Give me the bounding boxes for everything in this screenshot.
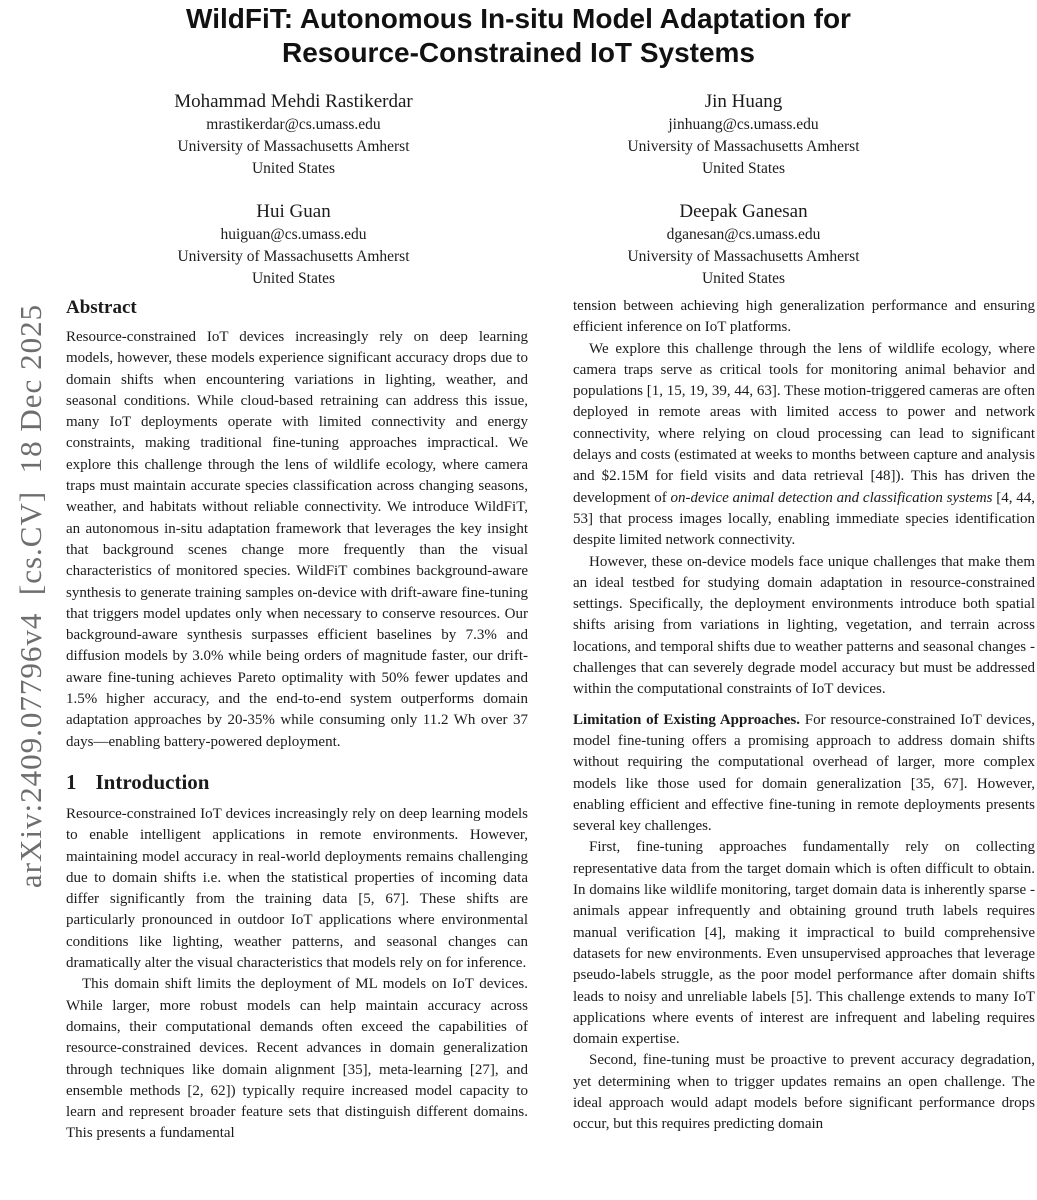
- introduction-heading: [66, 769, 528, 795]
- author-email: mrastikerdar@cs.umass.edu: [206, 116, 381, 133]
- abstract-heading: Abstract: [66, 297, 137, 318]
- authors-block: [69, 90, 969, 290]
- right-paragraph-1: tension between achieving high generalization performance and ensuring efficient inference on IoT platforms.: [573, 298, 1035, 336]
- author-name: Jin Huang: [704, 91, 783, 112]
- limitation-paragraph: [573, 710, 1035, 838]
- right-paragraph-2: [573, 339, 1035, 552]
- right-column: [573, 296, 1035, 1200]
- right-paragraph-6: Second, fine-tuning must be proactive to prevent accuracy degradation, yet determining when to trigger updates remains an open challenge. The ideal approach would adapt models before significant performance drops occur, but this requires predicting domain: [573, 1052, 1035, 1133]
- author-affiliation: University of Massachusetts Amherst: [627, 248, 860, 265]
- author-block: [519, 90, 969, 180]
- right-paragraph-3: However, these on-device models face unique challenges that make them an ideal testbed for studying domain adaptation in resource-constrained settings. Specifically, the deployment environments introduce both spatial shifts arising from variations in lighting, vegetation, and terrain across locations, and temporal shifts due to weather patterns and seasonal changes - challenges that can severely degrade model accuracy but must be addressed within the computational constraints of IoT devices.: [573, 553, 1035, 698]
- author-email: huiguan@cs.umass.edu: [220, 226, 367, 243]
- author-name: Hui Guan: [256, 201, 331, 222]
- body-columns: [66, 296, 1035, 1200]
- paper-title-line2: Resource-Constrained IoT Systems: [281, 37, 756, 68]
- right-paragraph-2-text: We explore this challenge through the lens of wildlife ecology, where camera traps serve as critical tools for monitoring animal behavior and populations [1, 15, 19, 39, 44, 63]. These motion-triggered cameras are often deployed in remote areas with limited access to power and network connectivity, where relying on cloud processing can lead to significant delays and costs (estimated at weeks to months between capture and analysis and $2.15M for field visits and data retrieval [48]). This has driven the development of: [573, 340, 1035, 506]
- arxiv-watermark: arXiv:2409.07796v4 [cs.CV] 18 Dec 2025: [13, 303, 48, 889]
- author-country: United States: [251, 270, 336, 287]
- author-country: United States: [701, 270, 786, 287]
- right-paragraph-2-tail: [4, 44, 53] that process images locally, enabling immediate species identification despite limited network connectivity.: [573, 489, 1035, 549]
- section-number: 1: [66, 769, 77, 794]
- author-country: United States: [251, 160, 336, 177]
- paper-title: [0, 0, 1037, 70]
- abstract-text: Resource-constrained IoT devices increasingly rely on deep learning models, however, these models experience significant accuracy drops due to domain shifts when encountering variations in lighting, weather, and seasonal conditions. While cloud-based retraining can address this issue, many IoT deployments operate with limited connectivity and energy constraints, making traditional fine-tuning approaches impractical. We explore this challenge through the lens of wildlife ecology, where camera traps must maintain accurate species classification across changing seasons, weather, and habitats without reliable connectivity. We introduce WildFiT, an autonomous in-situ adaptation framework that leverages the key insight that background scenes change more frequently than the visual characteristics of monitored species. WildFiT combines background-aware synthesis to generate training samples on-device with drift-aware fine-tuning that triggers model updates only when necessary to conserve resources. Our background-aware synthesis surpasses efficient baselines by 7.3% and diffusion models by 3.0% while being orders of magnitude faster, our drift-aware fine-tuning achieves Pareto optimality with 50% fewer updates and 1.5% higher accuracy, and the end-to-end system outperforms domain adaptation approaches by 20-35% while consuming only 11.2 Wh over 37 days—enabling battery-powered deployment.: [66, 329, 528, 750]
- author-email: jinhuang@cs.umass.edu: [668, 116, 819, 133]
- author-block: [69, 90, 519, 180]
- author-affiliation: University of Massachusetts Amherst: [177, 138, 410, 155]
- author-name: Deepak Ganesan: [679, 201, 808, 222]
- left-column: [66, 296, 528, 1200]
- author-affiliation: University of Massachusetts Amherst: [177, 248, 410, 265]
- right-paragraph-5: First, fine-tuning approaches fundamentally rely on collecting representative data from the target domain which is often difficult to obtain. In domains like wildlife monitoring, target domain data is inherently sparse - animals appear infrequently and obtaining ground truth labels requires manual verification [4], making it impractical to build comprehensive datasets for new environments. Even unsupervised approaches that leverage pseudo-labels struggle, as the poor model performance after domain shifts leads to noisy and unreliable labels [5]. This challenge extends to many IoT applications where events of interest are infrequent and labeling requires domain expertise.: [573, 839, 1035, 1048]
- paper-title-line1: WildFiT: Autonomous In-situ Model Adaptation for: [186, 3, 851, 34]
- section-title: Introduction: [95, 769, 210, 794]
- author-name: Mohammad Mehdi Rastikerdar: [174, 91, 413, 112]
- intro-paragraph-2: This domain shift limits the deployment of ML models on IoT devices. While larger, more robust models can help maintain accuracy across domains, their computational demands often exceed the capabilities of resource-constrained devices. Recent advances in domain generalization through techniques like domain alignment [35], meta-learning [27], and ensemble methods [2, 62]) typically require increased model capacity to learn and represent broader feature sets that distinguish different domains. This presents a fundamental: [66, 976, 528, 1142]
- author-affiliation: University of Massachusetts Amherst: [627, 138, 860, 155]
- right-paragraph-2-italic: on-device animal detection and classification systems: [670, 489, 993, 506]
- author-block: [519, 200, 969, 290]
- limitation-text: For resource-constrained IoT devices, model fine-tuning offers a promising approach to address domain shifts without requiring the computational overhead of larger, more complex models like those used for domain generalization [35, 67]. However, enabling efficient and effective fine-tuning in remote deployments presents several key challenges.: [573, 711, 1035, 835]
- author-block: [69, 200, 519, 290]
- author-email: dganesan@cs.umass.edu: [666, 226, 821, 243]
- author-country: United States: [701, 160, 786, 177]
- intro-paragraph-1: Resource-constrained IoT devices increasingly rely on deep learning models to enable intelligent applications in remote environments. However, maintaining model accuracy in real-world deployments remains challenging due to domain shifts i.e. when the statistical properties of incoming data differ significantly from the training data [5, 67]. These shifts are particularly pronounced in outdoor IoT applications where environmental conditions like lighting, weather patterns, and seasonal changes can dramatically alter the visual characteristics that models rely on for inference.: [66, 805, 528, 972]
- limitation-runin-heading: Limitation of Existing Approaches.: [573, 711, 800, 728]
